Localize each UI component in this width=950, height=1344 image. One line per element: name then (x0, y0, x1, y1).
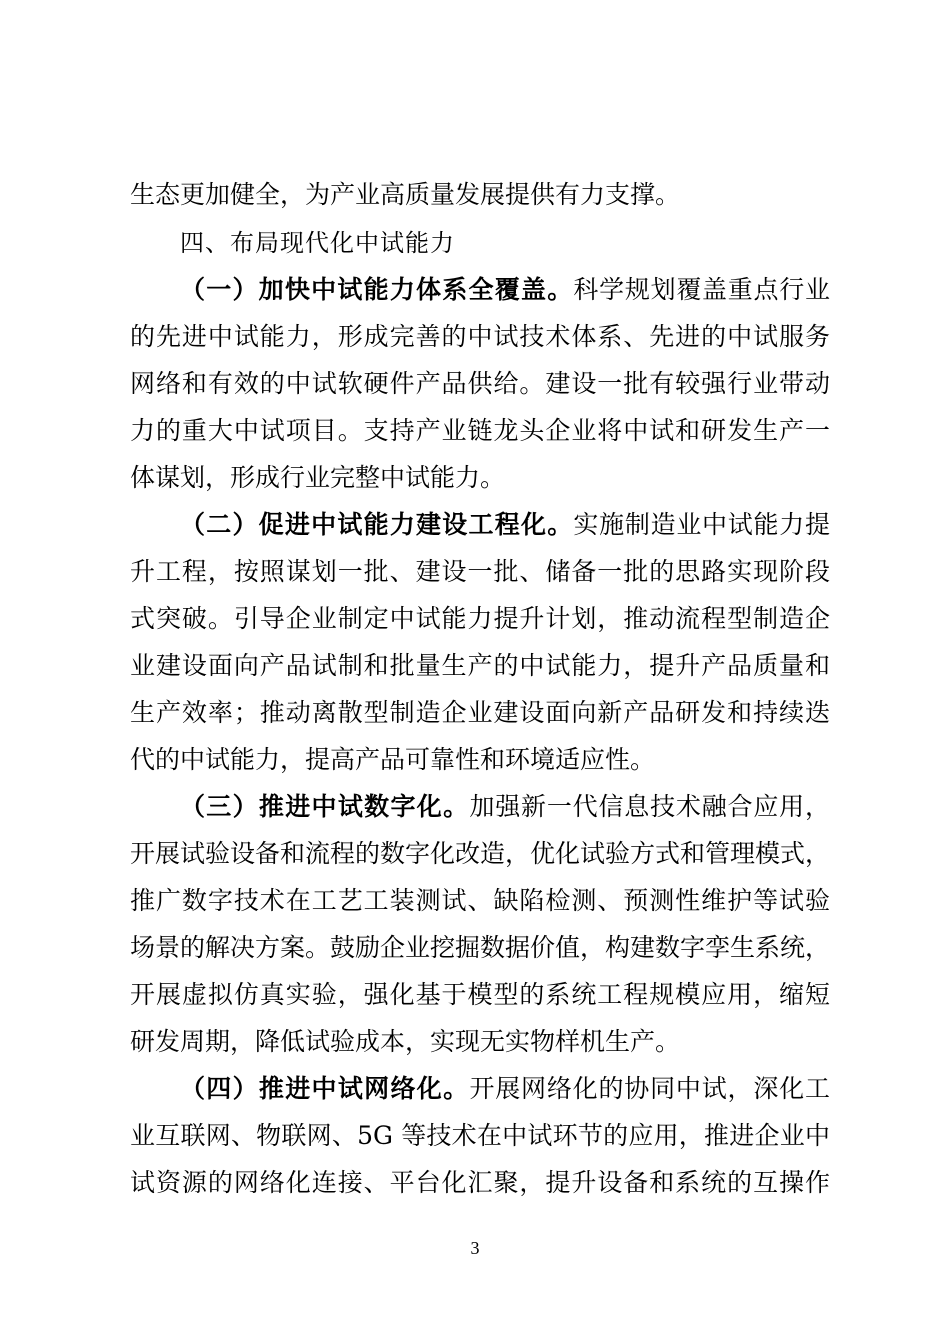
text-line (130, 933, 830, 963)
text-line (130, 557, 830, 587)
line-text: 加强新一代信息技术融合应用， (469, 792, 830, 821)
line-text: 业互联网、物联网、5G 等技术在中试环节的应用，推进企业中 (130, 1121, 830, 1150)
line-text: 实施制造业中试能力提 (573, 510, 830, 539)
line-text: 开展网络化的协同中试，深化工 (469, 1074, 830, 1103)
text-line (130, 886, 830, 916)
subsection-title: （一）加快中试能力体系全覆盖。 (180, 275, 574, 304)
line-text: 代的中试能力，提高产品可靠性和环境适应性。 (130, 745, 656, 774)
line-text: 体谋划，形成行业完整中试能力。 (130, 463, 506, 492)
line-text: 科学规划覆盖重点行业 (573, 275, 830, 304)
text-line (130, 1027, 830, 1057)
text-line (130, 180, 830, 210)
text-line (130, 322, 830, 352)
paragraph-first-line (180, 1074, 830, 1104)
text-line (130, 1121, 830, 1151)
paragraph-first-line (180, 275, 830, 305)
line-text: 开展虚拟仿真实验，强化基于模型的系统工程规模应用，缩短 (130, 980, 830, 1009)
heading-text: 四、布局现代化中试能力 (180, 229, 455, 257)
line-text: 式突破。引导企业制定中试能力提升计划，推动流程型制造企 (130, 604, 830, 633)
page-number: 3 (470, 1238, 480, 1258)
text-line (130, 416, 830, 446)
text-line (130, 980, 830, 1010)
subsection-title: （二）促进中试能力建设工程化。 (180, 510, 574, 539)
subsection-title: （三）推进中试数字化。 (180, 792, 470, 821)
line-text: 生产效率；推动离散型制造企业建设面向新产品研发和持续迭 (130, 698, 830, 727)
subsection-title: （四）推进中试网络化。 (180, 1074, 470, 1103)
line-text: 试资源的网络化连接、平台化汇聚，提升设备和系统的互操作 (130, 1168, 830, 1197)
line-text: 生态更加健全，为产业高质量发展提供有力支撑。 (130, 180, 681, 209)
line-text: 升工程，按照谋划一批、建设一批、储备一批的思路实现阶段 (130, 557, 830, 586)
section-heading (180, 228, 830, 258)
text-line (130, 604, 830, 634)
line-text: 的先进中试能力，形成完善的中试技术体系、先进的中试服务 (130, 322, 830, 351)
line-text: 场景的解决方案。鼓励企业挖掘数据价值，构建数字孪生系统， (130, 933, 831, 962)
paragraph-first-line (180, 792, 830, 822)
text-line (130, 463, 830, 493)
line-text: 研发周期，降低试验成本，实现无实物样机生产。 (130, 1027, 681, 1056)
text-line (130, 369, 830, 399)
paragraph-first-line (180, 510, 830, 540)
text-line (130, 1168, 830, 1198)
line-text: 力的重大中试项目。支持产业链龙头企业将中试和研发生产一 (130, 416, 830, 445)
line-text: 业建设面向产品试制和批量生产的中试能力，提升产品质量和 (130, 651, 830, 680)
line-text: 推广数字技术在工艺工装测试、缺陷检测、预测性维护等试验 (130, 886, 830, 915)
line-text: 网络和有效的中试软硬件产品供给。建设一批有较强行业带动 (130, 369, 830, 398)
text-line (130, 651, 830, 681)
text-line (130, 698, 830, 728)
text-line (130, 745, 830, 775)
line-text: 开展试验设备和流程的数字化改造，优化试验方式和管理模式， (130, 839, 831, 868)
text-line (130, 839, 830, 869)
